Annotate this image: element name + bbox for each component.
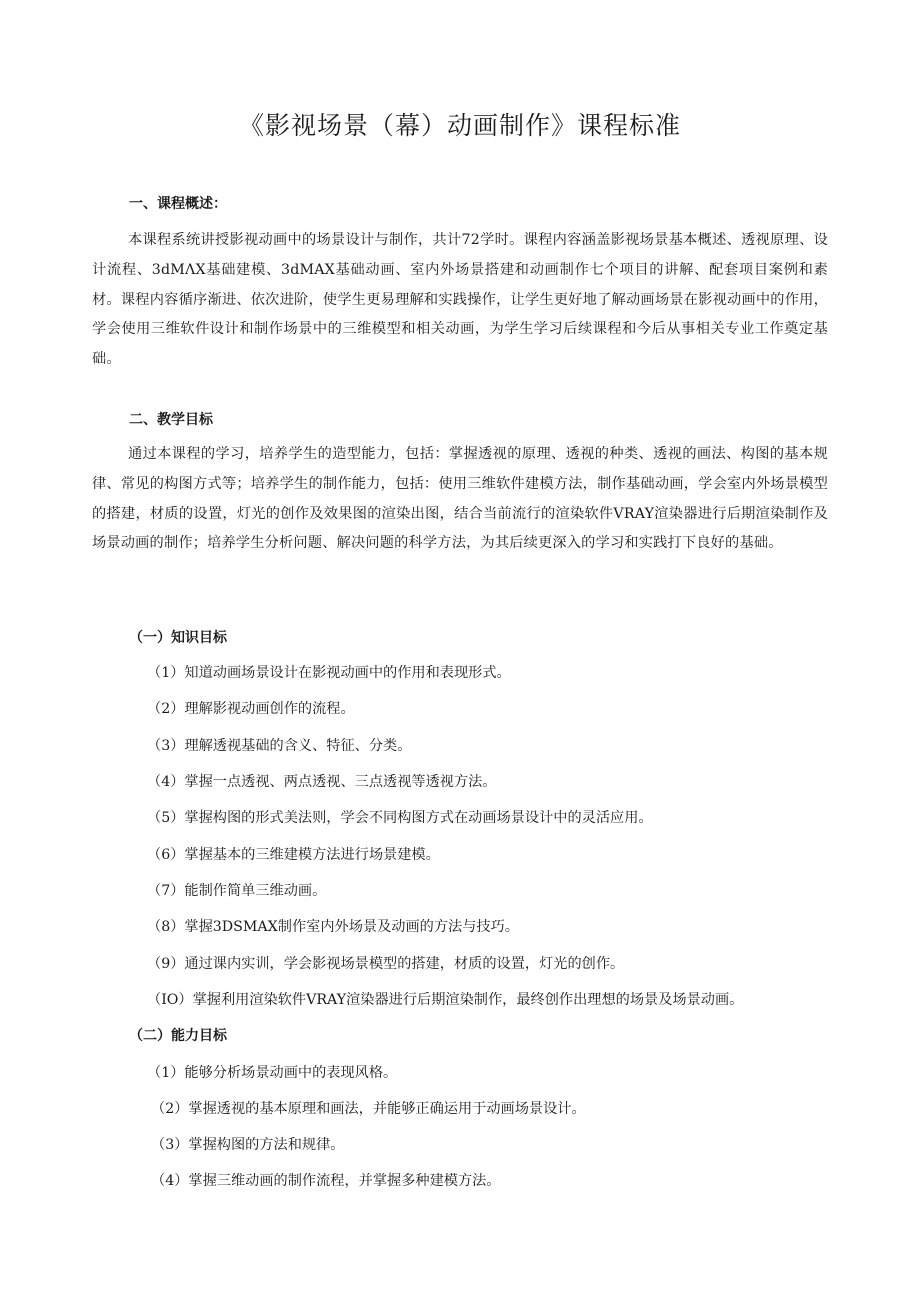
goals-paragraph: 通过本课程的学习，培养学生的造型能力，包括：掌握透视的原理、透视的种类、透视的画法、构图的基本规律、常见的构图方式等；培养学生的制作能力，包括：使用三维软件建模方法，制作基础动画，学会室内外场景模型的搭建，材质的设置，灯光的创作及效果图的渲染出图，结合当前流行的渲染软件VRAY渲染器进行后期渲染制作及场景动画的制作；培养学生分析问题、解决问题的科学方法，为其后续更深入的学习和实践打下良好的基础。 [92,446,828,552]
ability-goals-heading: （二）能力目标 [129,1028,227,1044]
ability-item: （4）掌握三维动画的制作流程，并掌握多种建模方法。 [151,1173,501,1189]
knowledge-item: （IO）掌握利用渲染软件VRAY渲染器进行后期渲染制作，最终创作出理想的场景及场景动画。 [147,992,744,1008]
knowledge-item: （4）掌握一点透视、两点透视、三点透视等透视方法。 [147,774,497,790]
ability-item: （3）掌握构图的方法和规律。 [151,1137,345,1153]
knowledge-item: （2）理解影视动画创作的流程。 [147,701,355,717]
knowledge-item: （6）掌握基本的三维建模方法进行场景建模。 [147,847,440,863]
document-title: 《影视场景（幕）动画制作》课程标准 [238,111,681,140]
knowledge-item: （3）理解透视基础的含义、特征、分类。 [147,738,412,754]
knowledge-item: （9）通过课内实训，学会影视场景模型的搭建，材质的设置，灯光的创作。 [147,956,625,972]
knowledge-item: （1）知道动画场景设计在影视动画中的作用和表现形式。 [147,665,511,681]
knowledge-item: （5）掌握构图的形式美法则，学会不同构图方式在动画场景设计中的灵活应用。 [147,810,653,826]
knowledge-item: （7）能制作简单三维动画。 [147,883,327,899]
knowledge-item: （8）掌握3DSMAX制作室内外场景及动画的方法与技巧。 [147,919,519,935]
section-heading-overview: 一、课程概述： [129,196,227,212]
section-heading-goals: 二、教学目标 [129,412,213,428]
knowledge-goals-heading: （一）知识目标 [129,630,227,646]
overview-paragraph: 本课程系统讲授影视动画中的场景设计与制作，共计72学时。课程内容涵盖影视场景基本概述、透视原理、设计流程、3dMΛX基础建模、3dMAX基础动画、室内外场景搭建和动画制作七个项目的讲解、配套项目案例和素材。课程内容循序渐进、依次进阶，使学生更易理解和实践操作，让学生更好地了解动画场景在影视动画中的作用，学会使用三维软件设计和制作场景中的三维模型和相关动画，为学生学习后续课程和今后从事相关专业工作奠定基础。 [92,232,828,368]
ability-item: （1）能够分析场景动画中的表现风格。 [147,1065,398,1081]
ability-item: （2）掌握透视的基本原理和画法，并能够正确运用于动画场景设计。 [151,1101,586,1117]
